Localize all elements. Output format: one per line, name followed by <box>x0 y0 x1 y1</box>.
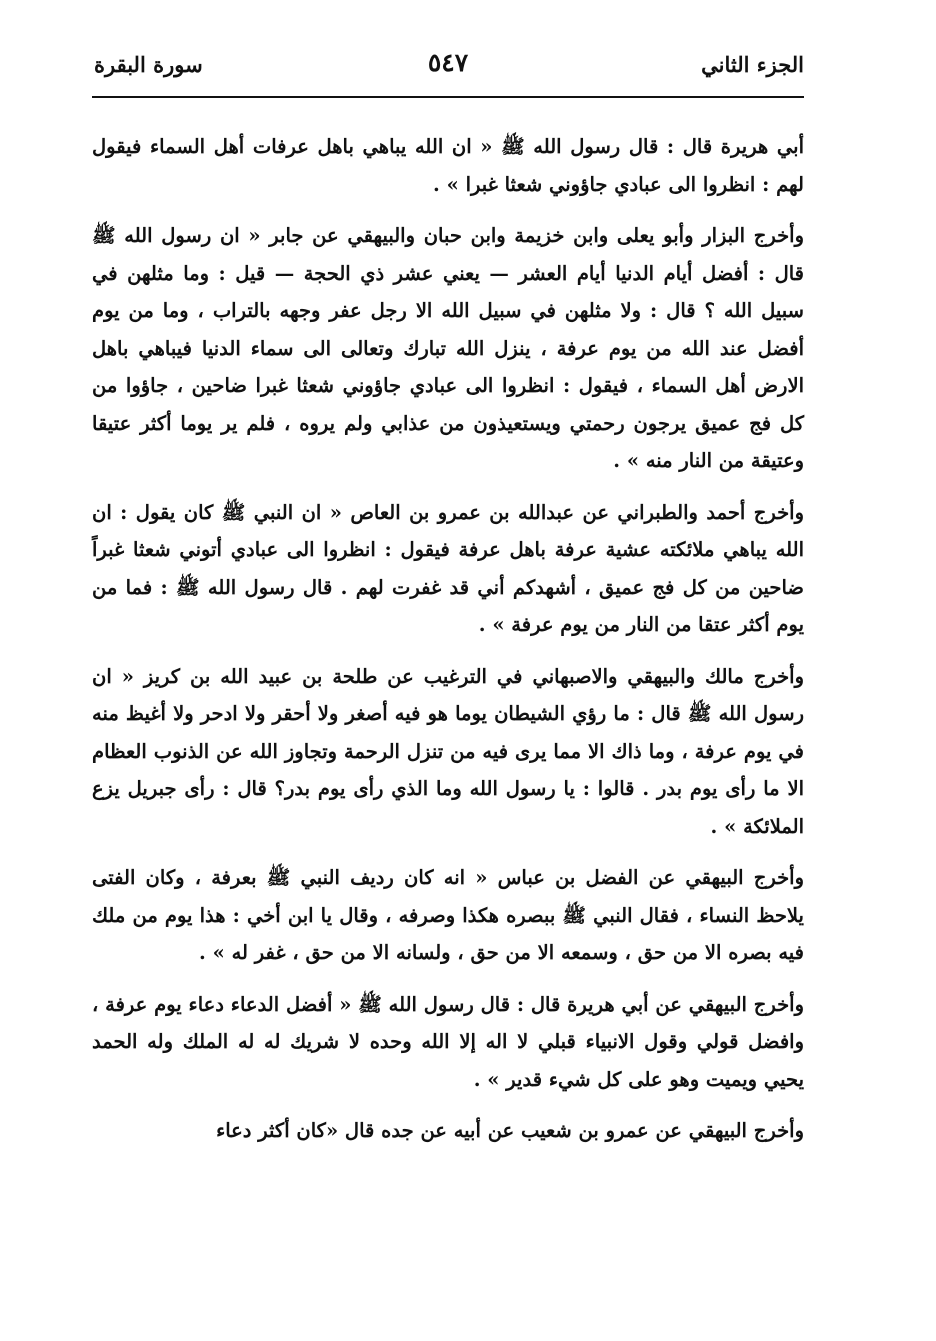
paragraph: أبي هريرة قال : قال رسول الله ﷺ « ان الله يباهي باهل عرفات أهل السماء فيقول لهم : انظروا الى عبادي جاؤوني شعثا غبرا » . <box>92 135 804 196</box>
paragraph: وأخرج البيهقي عن أبي هريرة قال : قال رسول الله ﷺ « أفضل الدعاء دعاء يوم عرفة ، وافضل قولي وقول الانبياء قبلي لا اله إلا الله وحده لا شريك له له الملك وله الحمد يحيي ويميت وهو على كل شيء قدير » . <box>92 992 804 1091</box>
paragraph: وأخرج البيهقي عن عمرو بن شعيب عن أبيه عن جده قال «كان أكثر دعاء <box>216 1119 804 1142</box>
paragraph: وأخرج البيهقي عن الفضل بن عباس « انه كان رديف النبي ﷺ بعرفة ، وكان الفتى يلاحظ النساء ، فقال النبي ﷺ ببصره هكذا وصرفه ، وقال يا ابن أخي : هذا يوم من ملك فيه بصره الا من حق ، وسمعه الا من حق ، ولسانه الا من حق ، غفر له » . <box>92 866 804 964</box>
paragraph: وأخرج البزار وأبو يعلى وابن خزيمة وابن حبان والبيهقي عن جابر « ان رسول الله ﷺ قال : أفضل أيام الدنيا أيام العشر — يعني عشر ذي الحجة — قيل : وما مثلهن في سبيل الله ؟ قال : ولا مثلهن في سبيل الله الا رجل عفر وجهه بالتراب ، وما من يوم أفضل عند الله من يوم عرفة ، ينزل الله تبارك وتعالى الى سماء الدنيا فيباهي باهل الارض أهل السماء ، فيقول : انظروا الى عبادي جاؤوني شعثا غبرا ضاحين ، جاؤوا من كل فج عميق يرجون رحمتي ويستعيذون من عذابي ولم يروه ، فلم ير يوما أكثر عتيقا وعتيقة من النار منه » . <box>92 224 804 472</box>
paragraph: وأخرج مالك والبيهقي والاصبهاني في الترغيب عن طلحة بن عبيد الله بن كريز « ان رسول الله ﷺ قال : ما رؤي الشيطان يوما هو فيه أصغر ولا أحقر ولا ادحر ولا أغيظ منه في يوم عرفة ، وما ذاك الا مما يرى فيه من تنزل الرحمة وتجاوز الله عن الذنوب العظام الا ما رأى يوم بدر . قالوا : يا رسول الله وما الذي رأى يوم بدر؟ قال : رأى جبريل يزع الملائكة » . <box>92 664 804 838</box>
running-header <box>92 40 804 92</box>
page-number: ٥٤٧ <box>427 48 469 77</box>
surah-title: سورة البقرة <box>94 52 203 77</box>
header-rule <box>92 96 804 98</box>
part-title: الجزء الثاني <box>701 52 804 77</box>
page-body <box>92 128 804 1164</box>
book-page <box>92 40 804 1142</box>
paragraph: وأخرج أحمد والطبراني عن عبدالله بن عمرو بن العاص « ان النبي ﷺ كان يقول : ان الله يباهي ملائكته عشية عرفة باهل عرفة فيقول : انظروا الى عبادي أتوني شعثا غبراً ضاحين من كل فج عميق ، أشهدكم أني قد غفرت لهم . قال رسول الله ﷺ : فما من يوم أكثر عتقا من النار من يوم عرفة » . <box>92 500 804 636</box>
